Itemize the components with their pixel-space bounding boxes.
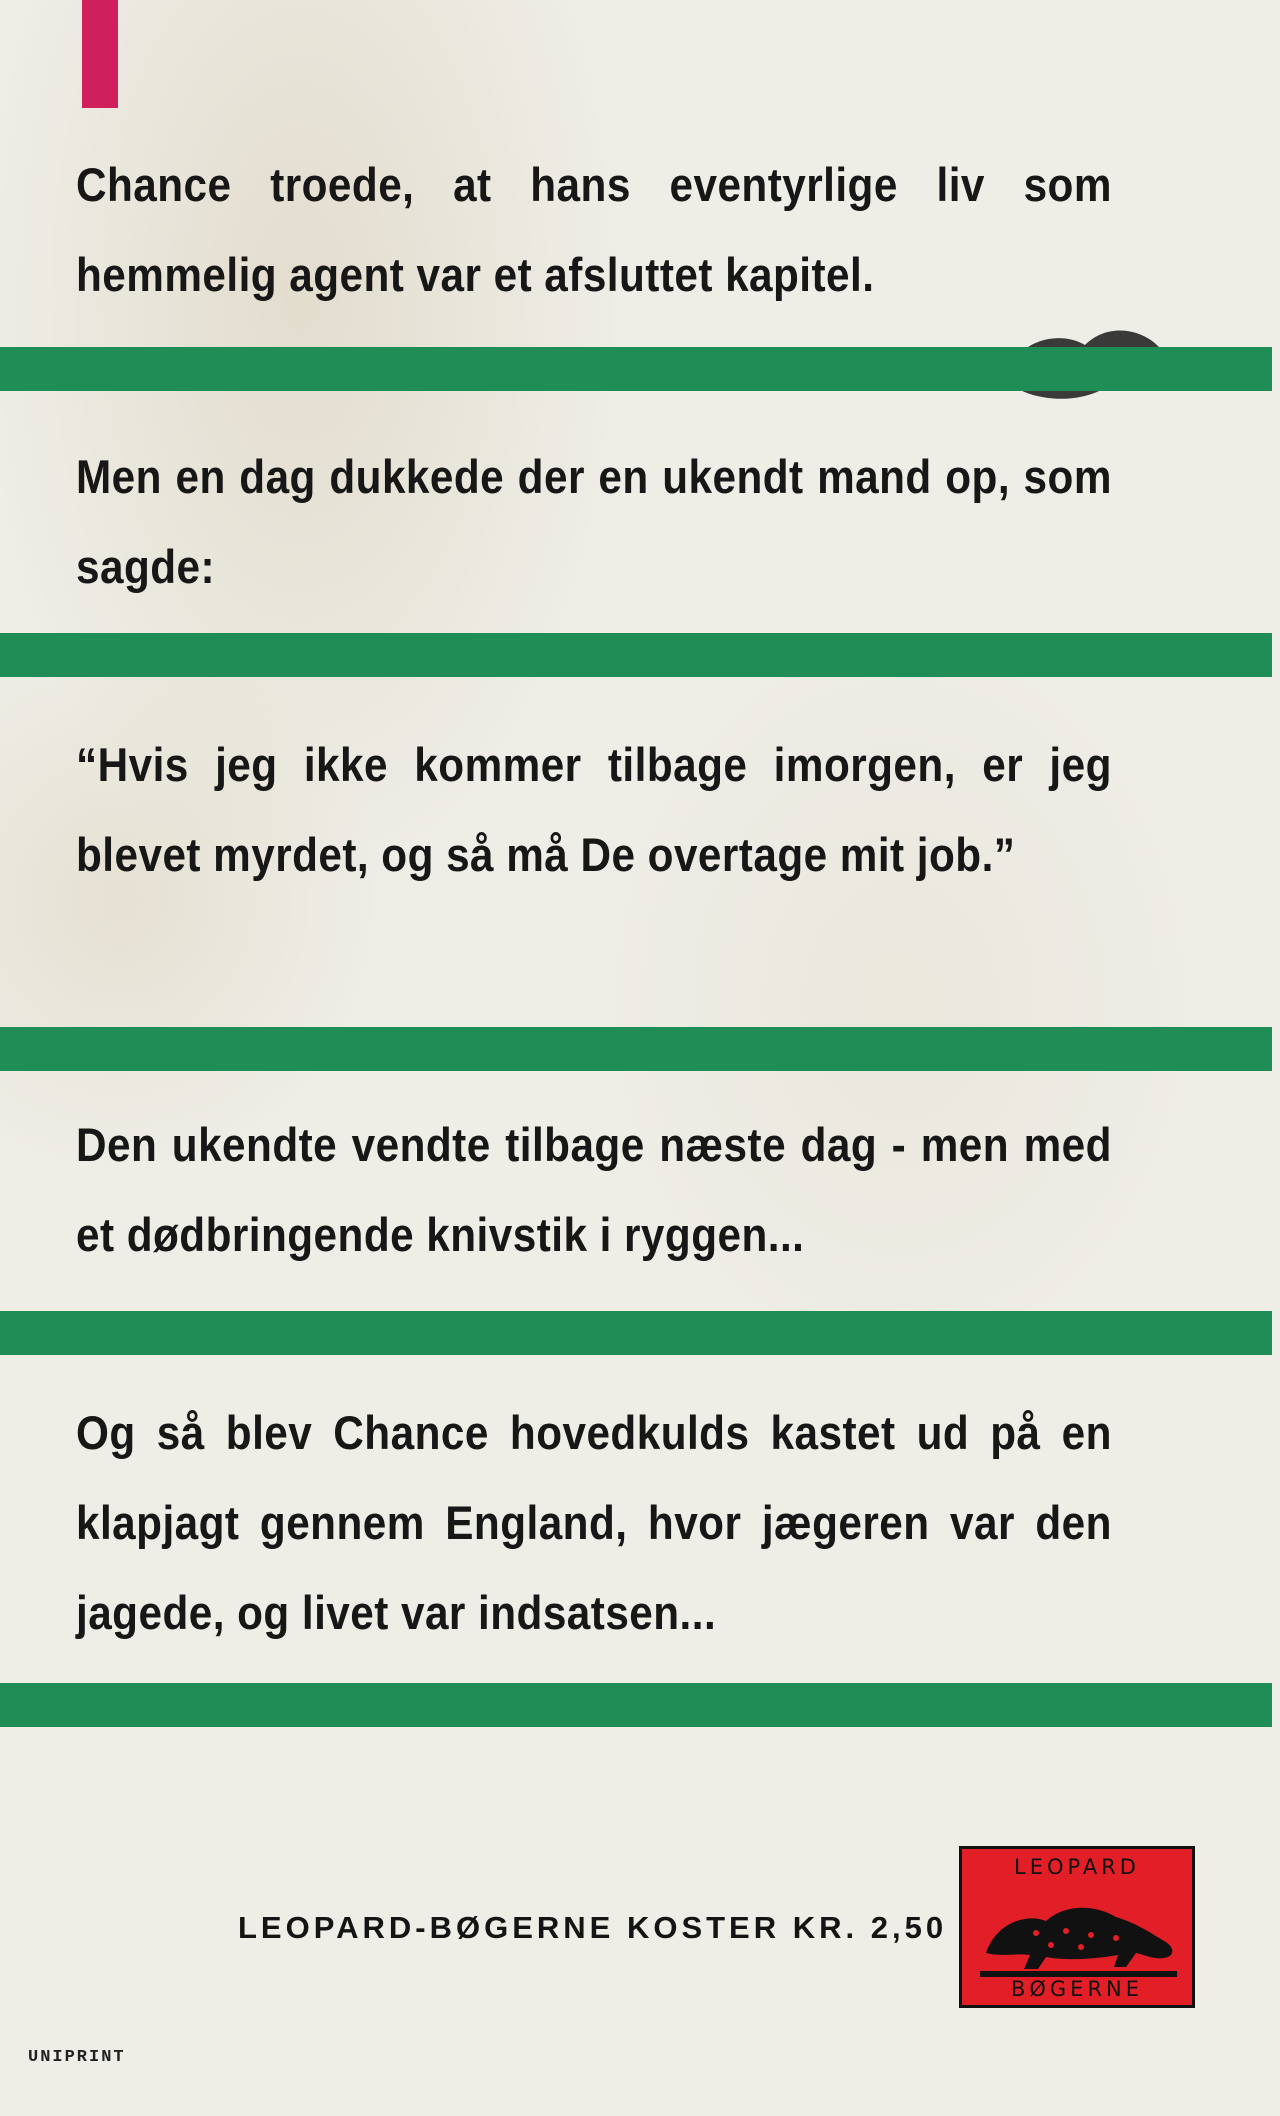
price-line: LEOPARD-BØGERNE KOSTER KR. 2,50 bbox=[238, 1910, 948, 1945]
paragraph-4: Den ukendte vendte tilbage næste dag - men med et dødbringende knivstik i ryggen... bbox=[76, 1118, 1112, 1261]
green-stripe-1 bbox=[0, 347, 1272, 391]
green-stripe-2 bbox=[0, 633, 1272, 677]
leopard-icon bbox=[976, 1883, 1181, 1979]
paragraph-1: Chance troede, at hans eventyrlige liv som hemmelig agent var et afsluttet kapitel. bbox=[76, 158, 1112, 301]
leopard-logo bbox=[959, 1846, 1195, 2008]
green-stripe-5 bbox=[0, 1683, 1272, 1727]
green-stripe-4 bbox=[0, 1311, 1272, 1355]
paragraph-3: “Hvis jeg ikke kommer tilbage imorgen, er jeg blevet myrdet, og så må De overtage mit job.” bbox=[76, 738, 1112, 881]
logo-bottom-text: BØGERNE bbox=[1010, 1977, 1144, 2001]
green-stripe-3 bbox=[0, 1027, 1272, 1071]
paragraph-5: Og så blev Chance hovedkulds kastet ud på en klapjagt gennem England, hvor jægeren var den jagede, og livet var indsatsen... bbox=[76, 1406, 1112, 1639]
pink-corner-mark bbox=[82, 0, 118, 108]
paragraph-2: Men en dag dukkede der en ukendt mand op, som sagde: bbox=[76, 450, 1112, 593]
logo-top-text: LEOPARD bbox=[1014, 1855, 1140, 1879]
printer-mark: UNIPRINT bbox=[28, 2048, 126, 2067]
